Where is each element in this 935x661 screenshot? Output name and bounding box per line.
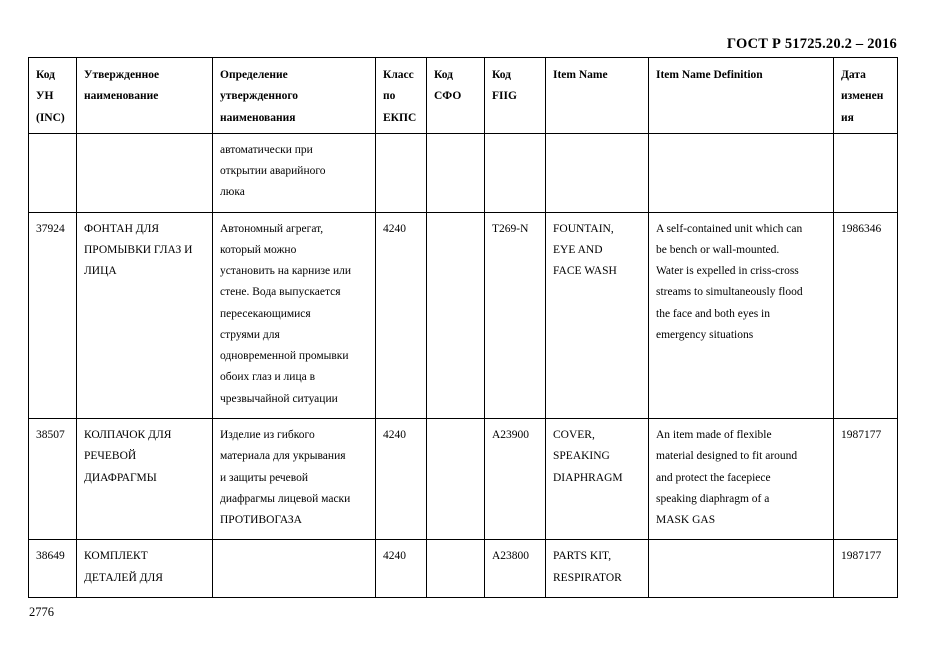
cell-code_un <box>29 418 77 539</box>
cell-code_fiig <box>485 212 546 418</box>
cell-line: ПРОМЫВКИ ГЛАЗ И <box>84 243 193 256</box>
cell-line: be bench or wall-mounted. <box>656 243 780 256</box>
cell-line: ФОНТАН ДЛЯ <box>84 222 160 235</box>
cell-line: стене. Вода выпускается <box>220 286 341 299</box>
column-header-line: УН <box>36 90 54 103</box>
column-header-line: Item Name <box>553 69 608 81</box>
column-header-item-name-definition <box>649 58 834 134</box>
cell-line: PARTS KIT, <box>553 550 612 563</box>
column-header-item-name <box>546 58 649 134</box>
column-header-line: наименования <box>220 111 296 124</box>
cell-item_name_definition <box>649 540 834 598</box>
cell-line: EYE AND <box>553 243 603 256</box>
cell-item_name <box>546 212 649 418</box>
cell-line: пересекающимися <box>220 307 311 320</box>
cell-line: КОМПЛЕКТ <box>84 550 148 563</box>
nomenclature-table <box>28 57 898 598</box>
cell-line: Water is expelled in criss-cross <box>656 265 799 278</box>
column-header-line: (INC) <box>36 111 65 124</box>
cell-code_sfo <box>427 540 485 598</box>
column-header-code-fiig <box>485 58 546 134</box>
cell-line: открытии аварийного <box>220 165 326 178</box>
column-header-line: по <box>383 90 396 103</box>
cell-item_name <box>546 540 649 598</box>
column-header-line: ия <box>841 111 854 124</box>
column-header-line: Утвержденное <box>84 69 160 81</box>
cell-line: RESPIRATOR <box>553 571 622 584</box>
cell-class_ekps <box>376 212 427 418</box>
cell-line: 4240 <box>383 222 406 235</box>
cell-definition <box>213 212 376 418</box>
cell-line: КОЛПАЧОК ДЛЯ <box>84 428 172 441</box>
column-header-code-un <box>29 58 77 134</box>
cell-line: 38649 <box>36 550 65 563</box>
column-header-line: наименование <box>84 90 159 103</box>
cell-line: MASK GAS <box>656 514 716 527</box>
cell-line: 4240 <box>383 550 406 563</box>
column-header-date-changed <box>834 58 898 134</box>
table-header-row <box>29 58 898 134</box>
table-header <box>29 58 898 134</box>
cell-line: 1987177 <box>841 550 882 563</box>
table-row <box>29 418 898 539</box>
column-header-line: изменен <box>841 90 884 103</box>
cell-line: диафрагмы лицевой маски <box>220 492 351 505</box>
cell-approved_name <box>77 133 213 212</box>
column-header-line: Код <box>36 69 56 81</box>
column-header-class-ekps <box>376 58 427 134</box>
cell-line: Автономный агрегат, <box>220 222 324 235</box>
column-header-line: Item Name Definition <box>656 69 763 81</box>
cell-date_changed <box>834 212 898 418</box>
cell-code_fiig <box>485 540 546 598</box>
cell-date_changed <box>834 133 898 212</box>
cell-code_fiig <box>485 133 546 212</box>
table-row <box>29 540 898 598</box>
cell-line: материала для укрывания <box>220 450 346 463</box>
cell-line: люка <box>220 186 245 199</box>
cell-line: ДИАФРАГМЫ <box>84 471 157 484</box>
cell-line: An item made of flexible <box>656 428 772 441</box>
cell-line: FOUNTAIN, <box>553 222 614 235</box>
cell-line: 38507 <box>36 428 65 441</box>
page-number: 2776 <box>29 605 54 619</box>
cell-class_ekps <box>376 418 427 539</box>
cell-definition <box>213 418 376 539</box>
cell-line: ПРОТИВОГАЗА <box>220 514 302 527</box>
column-header-line: ЕКПС <box>383 111 417 124</box>
column-header-line: Код <box>492 69 512 81</box>
cell-line: A23800 <box>492 550 530 563</box>
cell-line: 1986346 <box>841 222 882 235</box>
cell-approved_name <box>77 540 213 598</box>
cell-line: ЛИЦА <box>84 265 117 278</box>
column-header-line: FIIG <box>492 90 517 103</box>
cell-item_name_definition <box>649 418 834 539</box>
cell-code_un <box>29 133 77 212</box>
cell-approved_name <box>77 418 213 539</box>
cell-item_name_definition <box>649 212 834 418</box>
cell-item_name <box>546 418 649 539</box>
column-header-line: Класс <box>383 69 414 81</box>
cell-line: и защиты речевой <box>220 471 309 484</box>
cell-line: FACE WASH <box>553 265 617 278</box>
cell-code_sfo <box>427 212 485 418</box>
cell-line: the face and both eyes in <box>656 307 770 320</box>
cell-line: РЕЧЕВОЙ <box>84 450 137 463</box>
cell-line: and protect the facepiece <box>656 471 771 484</box>
cell-line: COVER, <box>553 428 595 441</box>
cell-line: A self-contained unit which can <box>656 222 803 235</box>
column-header-code-sfo <box>427 58 485 134</box>
cell-code_fiig <box>485 418 546 539</box>
cell-line: чрезвычайной ситуации <box>220 392 338 405</box>
cell-line: одновременной промывки <box>220 350 349 363</box>
cell-line: material designed to fit around <box>656 450 798 463</box>
cell-definition <box>213 133 376 212</box>
cell-code_sfo <box>427 418 485 539</box>
cell-code_un <box>29 540 77 598</box>
table-row <box>29 212 898 418</box>
cell-line: 4240 <box>383 428 406 441</box>
cell-item_name <box>546 133 649 212</box>
cell-line: A23900 <box>492 428 530 441</box>
cell-code_sfo <box>427 133 485 212</box>
cell-line: который можно <box>220 243 297 256</box>
cell-line: автоматически при <box>220 143 313 156</box>
cell-line: streams to simultaneously flood <box>656 286 803 299</box>
document-standard-header: ГОСТ Р 51725.20.2 – 2016 <box>726 36 897 52</box>
table-row <box>29 133 898 212</box>
cell-line: обоих глаз и лица в <box>220 371 316 384</box>
cell-item_name_definition <box>649 133 834 212</box>
cell-approved_name <box>77 212 213 418</box>
cell-line: ДЕТАЛЕЙ ДЛЯ <box>84 571 163 584</box>
cell-line: DIAPHRAGM <box>553 471 623 484</box>
column-header-line: Определение <box>220 69 288 81</box>
cell-line: T269-N <box>492 222 529 235</box>
column-header-line: Дата <box>841 69 866 81</box>
cell-definition <box>213 540 376 598</box>
cell-line: струями для <box>220 328 280 341</box>
cell-line: 1987177 <box>841 428 882 441</box>
cell-code_un <box>29 212 77 418</box>
cell-date_changed <box>834 418 898 539</box>
table-body <box>29 133 898 597</box>
cell-line: Изделие из гибкого <box>220 428 315 441</box>
cell-line: speaking diaphragm of a <box>656 492 770 505</box>
cell-class_ekps <box>376 540 427 598</box>
column-header-definition <box>213 58 376 134</box>
column-header-approved-name <box>77 58 213 134</box>
cell-line: 37924 <box>36 222 65 235</box>
cell-line: установить на карнизе или <box>220 265 352 278</box>
cell-date_changed <box>834 540 898 598</box>
column-header-line: Код <box>434 69 454 81</box>
column-header-line: СФО <box>434 90 462 103</box>
column-header-line: утвержденного <box>220 90 299 103</box>
cell-class_ekps <box>376 133 427 212</box>
cell-line: SPEAKING <box>553 450 610 463</box>
cell-line: emergency situations <box>656 328 754 341</box>
